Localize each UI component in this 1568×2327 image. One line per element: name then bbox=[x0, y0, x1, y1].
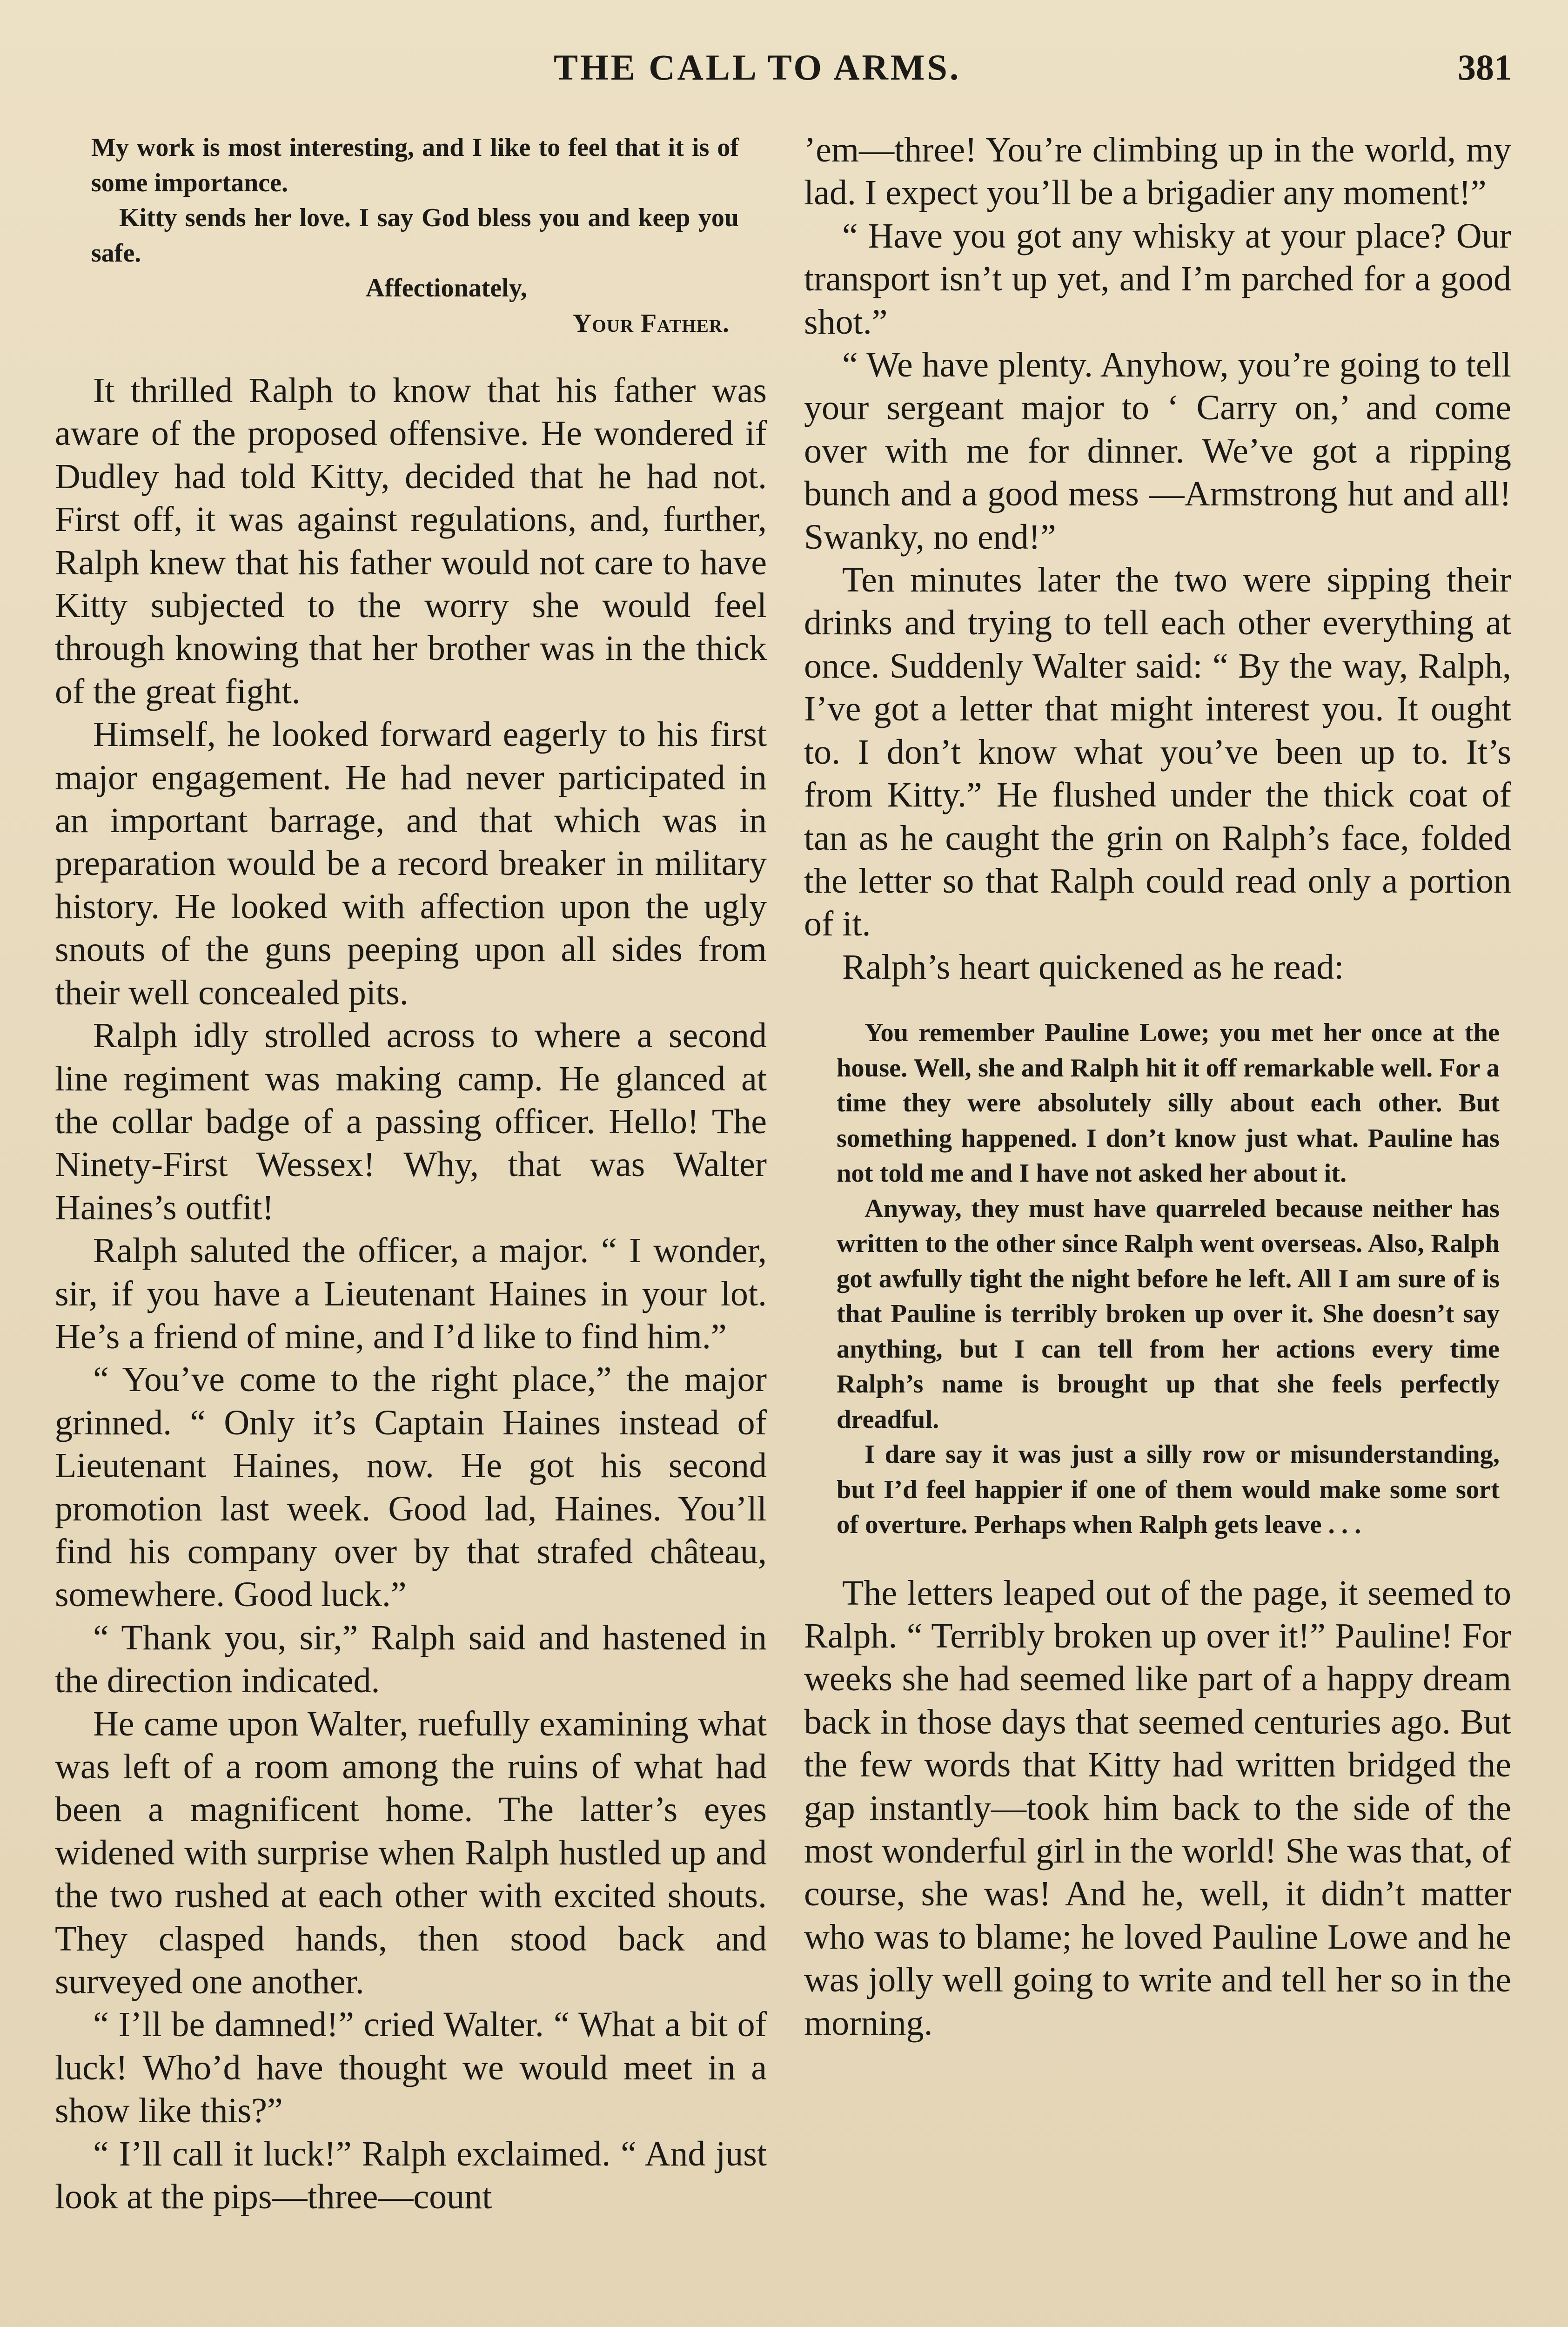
letter-signature: Your Father. bbox=[572, 309, 730, 338]
letter-excerpt bbox=[55, 130, 767, 341]
running-title: THE CALL TO ARMS. bbox=[554, 47, 961, 87]
letter-line: My work is most interesting, and I like to feel that it is of some importance. bbox=[91, 133, 739, 197]
letter-line: Kitty sends her love. I say God bless you and keep you safe. bbox=[91, 203, 739, 268]
paragraph: He came upon Walter, ruefully examining what was left of a room among the ruins of what had been a magnificent home. The latter’s eyes widened with surprise when Ralph hustled up and the two rushed at each other with excited shouts. They clasped hands, then stood back and surveyed one another. bbox=[55, 1704, 767, 2002]
right-column bbox=[804, 128, 1511, 2045]
paragraph: “ I’ll be damned!” cried Walter. “ What a bit of luck! Who’d have thought we would meet in a show like this?” bbox=[55, 2005, 767, 2131]
paragraph: Himself, he looked forward eagerly to his first major engagement. He had never participated in an important barrage, and that which was in preparation would be a record breaker in military history. He looked with affection upon the ugly snouts of the guns peeping upon all sides from their well concealed pits. bbox=[55, 715, 767, 1012]
paragraph: Ralph saluted the officer, a major. “ I wonder, sir, if you have a Lieutenant Haines in your lot. He’s a friend of mine, and I’d like to find him.” bbox=[55, 1231, 767, 1356]
paragraph: “ You’ve come to the right place,” the major grinned. “ Only it’s Captain Haines instead of Lieutenant Haines, now. He got his second promotion last week. Good lad, Haines. You’ll find his company over by that strafed château, somewhere. Good luck.” bbox=[55, 1360, 767, 1614]
paragraph: “ I’ll call it luck!” Ralph exclaimed. “ And just look at the pips—three—count bbox=[55, 2134, 767, 2217]
paragraph: “ We have plenty. Anyhow, you’re going to tell your sergeant major to ‘ Carry on,’ and come over with me for dinner. We’ve got a ripping bunch and a good mess —Armstrong hut and all! Swanky, no end!” bbox=[804, 345, 1511, 557]
quoted-letter-paragraph: I dare say it was just a silly row or misunderstanding, but I’d feel happier if one of them would make some sort of overture. Perhaps when Ralph gets leave . . . bbox=[837, 1440, 1500, 1540]
paragraph: Ten minutes later the two were sipping their drinks and trying to tell each other everything at once. Suddenly Walter said: “ By the way, Ralph, I’ve got a letter that might interest you. It ought to. I don’t know what you’ve been up to. It’s from Kitty.” He flushed under the thick coat of tan as he caught the grin on Ralph’s face, folded the letter so that Ralph could read only a portion of it. bbox=[804, 560, 1511, 944]
paragraph: The letters leaped out of the page, it seemed to Ralph. “ Terribly broken up over it!” Pauline! For weeks she had seemed like part of a happy dream back in those days that seemed centuries ago. But the few words that Kitty had written bridged the gap instantly—took him back to the side of the most wonderful girl in the world! She was that, of course, she was! And he, well, it didn’t matter who was to blame; he loved Pauline Lowe and he was jolly well going to write and tell her so in the morning. bbox=[804, 1573, 1511, 2043]
paragraph: “ Thank you, sir,” Ralph said and hastened in the direction indicated. bbox=[55, 1618, 767, 1701]
paragraph: ’em—three! You’re climbing up in the world, my lad. I expect you’ll be a brigadier any moment!” bbox=[804, 130, 1511, 213]
page-number: 381 bbox=[1458, 47, 1512, 87]
quoted-letter-paragraph: You remember Pauline Lowe; you met her once at the house. Well, she and Ralph hit it off remarkable well. For a time they were absolutely silly about each other. But something happened. I don’t know just what. Pauline has not told me and I have not asked her about it. bbox=[837, 1018, 1500, 1188]
paragraph: It thrilled Ralph to know that his father was aware of the proposed offensive. He wondered if Dudley had told Kitty, decided that he had not. First off, it was against regulations, and, further, Ralph knew that his father would not care to have Kitty subjected to the worry she would feel through knowing that her brother was in the thick of the great fight. bbox=[55, 371, 767, 711]
letter-closing: Affectionately, bbox=[366, 274, 527, 303]
paragraph: Ralph’s heart quickened as he read: bbox=[842, 947, 1344, 987]
left-column bbox=[55, 130, 767, 2218]
quoted-letter-paragraph: Anyway, they must have quarreled because neither has written to the other since Ralph went overseas. Also, Ralph got awfully tight the night before he left. All I am sure of is that Pauline is terribly broken up over it. She doesn’t say anything, but I can tell from her actions every time Ralph’s name is brought up that she feels perfectly dreadful. bbox=[837, 1194, 1500, 1434]
quoted-letter bbox=[804, 1016, 1511, 1543]
paragraph: “ Have you got any whisky at your place? Our transport isn’t up yet, and I’m parched for a good shot.” bbox=[804, 216, 1511, 342]
paragraph: Ralph idly strolled across to where a second line regiment was making camp. He glanced at the collar badge of a passing officer. Hello! The Ninety-First Wessex! Why, that was Walter Haines’s outfit! bbox=[55, 1016, 767, 1227]
